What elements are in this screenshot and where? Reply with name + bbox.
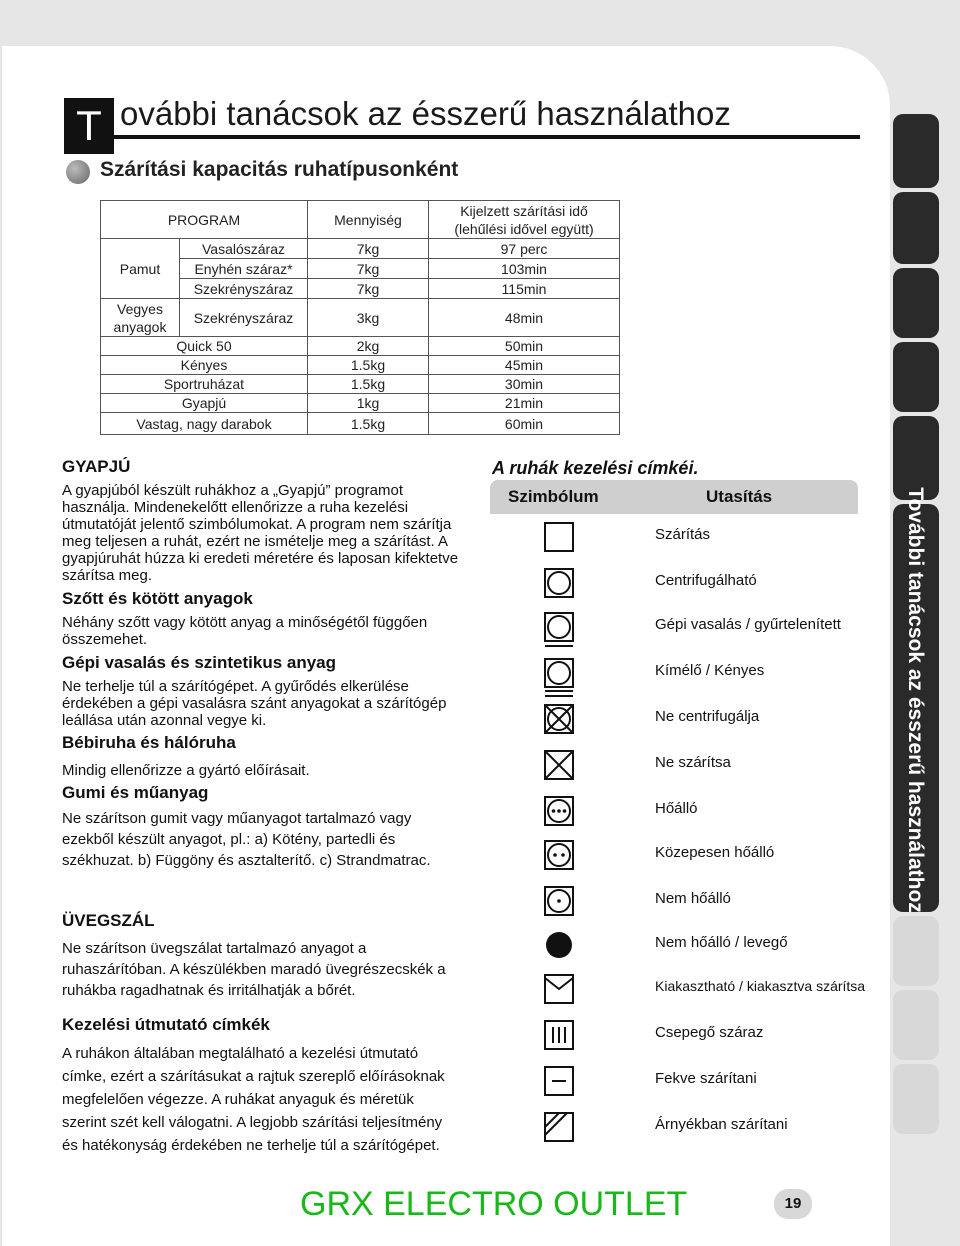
section-heading: Gépi vasalás és szintetikus anyag — [62, 653, 337, 672]
table-row — [101, 299, 620, 337]
group-vegyes — [101, 299, 180, 337]
care-label-instruction: Kímélő / Kényes — [655, 662, 765, 679]
drip-dry-icon — [542, 1018, 576, 1052]
cell-quantity: 1.5kg — [308, 375, 429, 394]
square-icon — [542, 520, 576, 554]
footer-brand: GRX ELECTRO OUTLET — [300, 1185, 688, 1223]
header-quantity: Mennyiség — [308, 201, 429, 239]
care-label-row — [490, 514, 858, 560]
capacity-table — [100, 200, 620, 435]
header-time-line2: (lehűlési idővel együtt) — [454, 220, 594, 237]
cell-program: Vastag, nagy darabok — [101, 413, 308, 435]
table-row — [101, 337, 620, 356]
cell-time: 45min — [429, 356, 620, 375]
header-time-line1: Kijelzett szárítási idő — [460, 202, 588, 219]
side-tab-label: További tanácsok az ésszerű használathoz — [904, 487, 928, 913]
care-label-instruction: Nem hőálló — [655, 890, 731, 907]
section-text: Mindig ellenőrizze a gyártó előírásait. — [62, 762, 310, 779]
cell-quantity: 3kg — [308, 299, 429, 337]
page-number: 19 — [774, 1189, 812, 1219]
section-text: Ne szárítson gumit vagy műanyagot tartalmazó vagy ezekből készült anyagot, pl.: a) Kötény, partedli és székhuzat. b) Függöny és asztalterítő. c) Strandmatrac. — [62, 810, 431, 869]
no-heat-icon — [542, 928, 576, 962]
table-row — [101, 375, 620, 394]
care-label-row — [490, 878, 858, 924]
bullet-icon — [66, 160, 90, 184]
side-tab[interactable] — [893, 268, 939, 338]
medium-heat-icon — [542, 838, 576, 872]
care-label-instruction: Hőálló — [655, 800, 698, 817]
cell-quantity: 7kg — [308, 259, 429, 279]
care-label-row — [490, 1104, 858, 1150]
side-tab[interactable] — [893, 916, 939, 986]
section-text: A gyapjúból készült ruhákhoz a „Gyapjú” programot használja. Mindenekelőtt ellenőrizze a ruha kezelési útmutatóját jelentő szimbólumokat. A program nem szárítja meg teljesen a ruhát, ezért ne ismételje meg a szárítást. A gyapjúruhát húzza ki eredeti méretére és laposan kifektetve szárítsa meg. — [62, 482, 459, 584]
care-label-row — [490, 966, 866, 1012]
cell-time: 48min — [429, 299, 620, 337]
line-dry-icon — [542, 972, 576, 1006]
table-row — [101, 356, 620, 375]
cell-time: 30min — [429, 375, 620, 394]
cell-program: Sportruházat — [101, 375, 308, 394]
page-title: ovábbi tanácsok az ésszerű használathoz — [120, 95, 731, 132]
header-instruction: Utasítás — [706, 487, 773, 506]
cell-program: Kényes — [101, 356, 308, 375]
do-not-dry-icon — [542, 748, 576, 782]
dry-in-shade-icon — [542, 1110, 576, 1144]
section-text: Ne szárítson üvegszálat tartalmazó anyagot a ruhaszárítóban. A készülékben maradó üvegrészecskék a ruhákba ragadhatnak és irritálhatják a bőrét. — [62, 940, 446, 999]
care-label-row — [490, 696, 858, 742]
care-label-row — [490, 1058, 858, 1104]
section-heading: GYAPJÚ — [62, 457, 131, 476]
header-program: PROGRAM — [101, 201, 308, 239]
table-row — [101, 239, 620, 259]
no-tumble-dry-icon — [542, 702, 576, 736]
care-label-row — [490, 742, 858, 788]
care-label-row — [490, 560, 858, 606]
care-label-instruction: Gépi vasalás / gyűrtelenített — [655, 616, 841, 633]
cell-program: Vasalószáraz — [180, 239, 308, 259]
header-time — [429, 201, 620, 239]
care-label-row — [490, 604, 858, 650]
cell-time: 103min — [429, 259, 620, 279]
section-heading: Bébiruha és hálóruha — [62, 733, 236, 752]
section-heading: Kezelési útmutató címkék — [62, 1015, 270, 1034]
cell-quantity: 1.5kg — [308, 356, 429, 375]
cell-quantity: 2kg — [308, 337, 429, 356]
cell-quantity: 7kg — [308, 239, 429, 259]
cell-quantity: 1kg — [308, 394, 429, 413]
title-underline — [114, 135, 860, 139]
side-tab[interactable] — [893, 192, 939, 264]
section-text: Ne terhelje túl a szárítógépet. A gyűrődés elkerülése érdekében a gépi vasalásra szánt anyagokat a szárítógép leállása után azonnal vegye ki. — [62, 678, 447, 729]
care-label-instruction: Közepesen hőálló — [655, 844, 775, 861]
dry-flat-icon — [542, 1064, 576, 1098]
tips-column — [62, 458, 462, 1157]
cell-program: Szekrényszáraz — [180, 299, 308, 337]
care-label-instruction: Ne centrifugálja — [655, 708, 760, 725]
cell-quantity: 1.5kg — [308, 413, 429, 435]
care-label-instruction: Ne szárítsa — [655, 754, 731, 771]
high-heat-icon — [542, 794, 576, 828]
care-label-instruction: Árnyékban szárítani — [655, 1116, 788, 1133]
care-label-row — [490, 1012, 858, 1058]
table-row — [101, 394, 620, 413]
care-label-row — [490, 788, 858, 834]
cell-time: 60min — [429, 413, 620, 435]
group-pamut: Pamut — [101, 239, 180, 299]
care-labels-title: A ruhák kezelési címkéi. — [492, 458, 699, 478]
cell-program: Enyhén száraz* — [180, 259, 308, 279]
care-label-instruction: Fekve szárítani — [655, 1070, 757, 1087]
section-heading: Szőtt és kötött anyagok — [62, 589, 253, 608]
cell-quantity: 7kg — [308, 279, 429, 299]
cell-time: 50min — [429, 337, 620, 356]
permanent-press-icon — [542, 610, 576, 650]
table-row — [101, 413, 620, 435]
care-label-instruction: Nem hőálló / levegő — [655, 934, 788, 951]
tumble-dry-icon — [542, 566, 576, 600]
cell-time: 21min — [429, 394, 620, 413]
side-tab[interactable] — [893, 114, 939, 188]
section-subtitle: Szárítási kapacitás ruhatípusonként — [100, 158, 459, 181]
cell-program: Szekrényszáraz — [180, 279, 308, 299]
header-symbol: Szimbólum — [508, 487, 599, 506]
care-label-instruction: Centrifugálható — [655, 572, 757, 589]
side-tab[interactable] — [893, 342, 939, 412]
section-heading: Gumi és műanyag — [62, 783, 209, 802]
side-tab[interactable] — [893, 990, 939, 1060]
low-heat-icon — [542, 884, 576, 918]
section-text: A ruhákon általában megtalálható a kezelési útmutató címke, ezért a szárításukat a rajtuk szereplő előírásoknak megfelelően végezze. A ruhákat anyaguk és méretük szerint szét kell válogatni. A legjobb szárítási teljesítmény és hatékonyság érdekében ne terhelje túl a szárítógépet. — [62, 1045, 445, 1154]
cell-program: Gyapjú — [101, 394, 308, 413]
care-label-row — [490, 922, 858, 968]
cell-time: 115min — [429, 279, 620, 299]
care-label-instruction: Szárítás — [655, 526, 711, 543]
gentle-icon — [542, 656, 576, 700]
table-header-row — [101, 201, 620, 239]
side-tab[interactable] — [893, 1064, 939, 1134]
care-label-row — [490, 832, 858, 878]
section-text: Néhány szőtt vagy kötött anyag a minőségétől függően összemehet. — [62, 614, 428, 648]
care-label-instruction: Kiakasztható / kiakasztva szárítsa — [655, 978, 866, 994]
cell-time: 97 perc — [429, 239, 620, 259]
care-labels-header — [490, 480, 858, 514]
title-initial: T — [64, 98, 114, 154]
care-label-instruction: Csepegő száraz — [655, 1024, 764, 1041]
care-label-row — [490, 650, 858, 696]
group-vegyes-line1: Vegyes — [117, 300, 163, 317]
cell-program: Quick 50 — [101, 337, 308, 356]
section-heading: ÜVEGSZÁL — [62, 911, 155, 930]
group-vegyes-line2: anyagok — [113, 318, 167, 335]
